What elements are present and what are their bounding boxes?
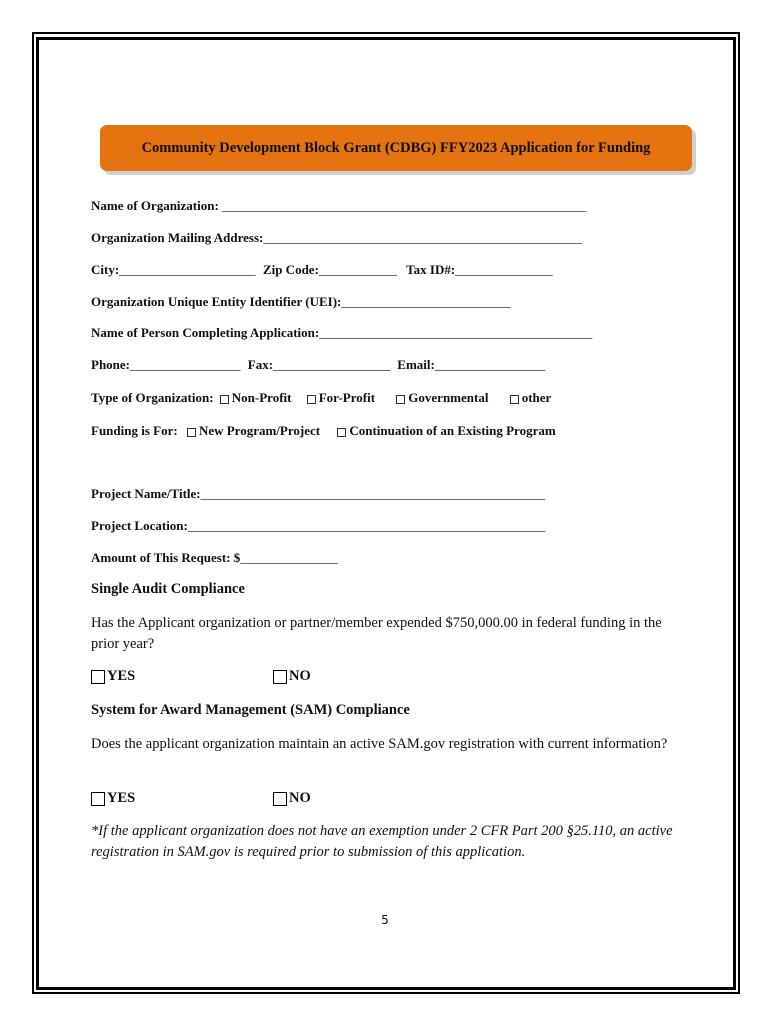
funding-continuation-label: Continuation of an Existing Program bbox=[349, 423, 556, 438]
funding-new-label: New Program/Project bbox=[198, 423, 321, 438]
audit-heading: Single Audit Compliance bbox=[91, 581, 245, 597]
audit-yes-checkbox[interactable] bbox=[91, 670, 105, 684]
org-type-forprofit-checkbox[interactable] bbox=[307, 395, 316, 404]
org-type-nonprofit-checkbox[interactable] bbox=[220, 395, 229, 404]
sam-heading: System for Award Management (SAM) Compliance bbox=[91, 702, 410, 718]
form-title-banner bbox=[100, 125, 692, 171]
email-blank[interactable]: _________________ bbox=[434, 357, 546, 372]
city-blank[interactable]: _____________________ bbox=[119, 262, 256, 277]
amount-blank[interactable]: _______________ bbox=[240, 550, 338, 565]
org-type-other-checkbox[interactable] bbox=[510, 395, 519, 404]
uei-label: Organization Unique Entity Identifier (UEI): bbox=[91, 294, 342, 309]
sam-yes-label: YES bbox=[107, 790, 136, 806]
sam-no-checkbox[interactable] bbox=[273, 792, 287, 806]
amount-label: Amount of This Request: $ bbox=[91, 550, 241, 565]
org-name-label: Name of Organization: bbox=[91, 198, 219, 213]
mailing-address-field[interactable] bbox=[91, 230, 582, 246]
funding-for-label: Funding is For: bbox=[91, 423, 178, 438]
phone-label: Phone: bbox=[91, 357, 130, 372]
org-name-blank[interactable]: ________________________________________________________ bbox=[218, 198, 587, 213]
audit-yes-option[interactable] bbox=[91, 668, 135, 685]
project-name-blank[interactable]: _____________________________________________________ bbox=[200, 486, 546, 501]
phone-fax-email-row bbox=[91, 357, 545, 373]
project-location-field[interactable] bbox=[91, 518, 545, 534]
org-type-governmental-checkbox[interactable] bbox=[396, 395, 405, 404]
tax-blank[interactable]: _______________ bbox=[455, 262, 553, 277]
zip-label: Zip Code: bbox=[262, 262, 319, 277]
funding-new-checkbox[interactable] bbox=[187, 428, 196, 437]
sam-no-option[interactable] bbox=[273, 790, 311, 807]
sam-yes-checkbox[interactable] bbox=[91, 792, 105, 806]
mailing-address-label: Organization Mailing Address: bbox=[91, 230, 264, 245]
mailing-address-blank[interactable]: _________________________________________________ bbox=[263, 230, 582, 245]
audit-no-checkbox[interactable] bbox=[273, 670, 287, 684]
city-label: City: bbox=[91, 262, 120, 277]
org-type-governmental-label: Governmental bbox=[408, 390, 489, 405]
sam-exemption-note: *If the applicant organization does not have an exemption under 2 CFR Part 200 §25.110, an active registration in SAM.gov is required prior to submission of this application. bbox=[91, 823, 673, 860]
page-number: 5 bbox=[381, 913, 389, 927]
person-label: Name of Person Completing Application: bbox=[91, 325, 320, 340]
uei-field[interactable] bbox=[91, 294, 510, 310]
funding-for-row bbox=[91, 423, 556, 439]
phone-blank[interactable]: _________________ bbox=[130, 357, 241, 372]
city-zip-tax-row bbox=[91, 262, 553, 278]
org-type-nonprofit-label: Non-Profit bbox=[231, 390, 292, 405]
sam-yes-option[interactable] bbox=[91, 790, 135, 807]
org-type-row bbox=[91, 390, 551, 406]
org-name-field[interactable] bbox=[91, 198, 586, 214]
uei-blank[interactable]: __________________________ bbox=[341, 294, 511, 309]
audit-no-option[interactable] bbox=[273, 668, 311, 685]
sam-no-label: NO bbox=[289, 790, 311, 806]
audit-question: Has the Applicant organization or partner/member expended $750,000.00 in federal funding in the prior year? bbox=[91, 615, 662, 652]
sam-question: Does the applicant organization maintain an active SAM.gov registration with current information? bbox=[91, 736, 668, 752]
audit-no-label: NO bbox=[289, 668, 311, 684]
person-blank[interactable]: __________________________________________ bbox=[319, 325, 593, 340]
person-field[interactable] bbox=[91, 325, 592, 341]
project-location-label: Project Location: bbox=[91, 518, 188, 533]
project-location-blank[interactable]: _______________________________________________________ bbox=[187, 518, 546, 533]
audit-yes-label: YES bbox=[107, 668, 136, 684]
zip-blank[interactable]: ____________ bbox=[318, 262, 397, 277]
funding-continuation-checkbox[interactable] bbox=[337, 428, 346, 437]
project-name-label: Project Name/Title: bbox=[91, 486, 201, 501]
org-type-label: Type of Organization: bbox=[91, 390, 214, 405]
form-title: Community Development Block Grant (CDBG) FFY2023 Application for Funding bbox=[141, 139, 651, 156]
org-type-forprofit-label: For-Profit bbox=[318, 390, 376, 405]
email-label: Email: bbox=[397, 357, 435, 372]
org-type-other-label: other bbox=[521, 390, 552, 405]
fax-blank[interactable]: __________________ bbox=[273, 357, 391, 372]
project-name-field[interactable] bbox=[91, 486, 545, 502]
tax-label: Tax ID#: bbox=[406, 262, 456, 277]
amount-field[interactable] bbox=[91, 550, 338, 566]
fax-label: Fax: bbox=[247, 357, 274, 372]
